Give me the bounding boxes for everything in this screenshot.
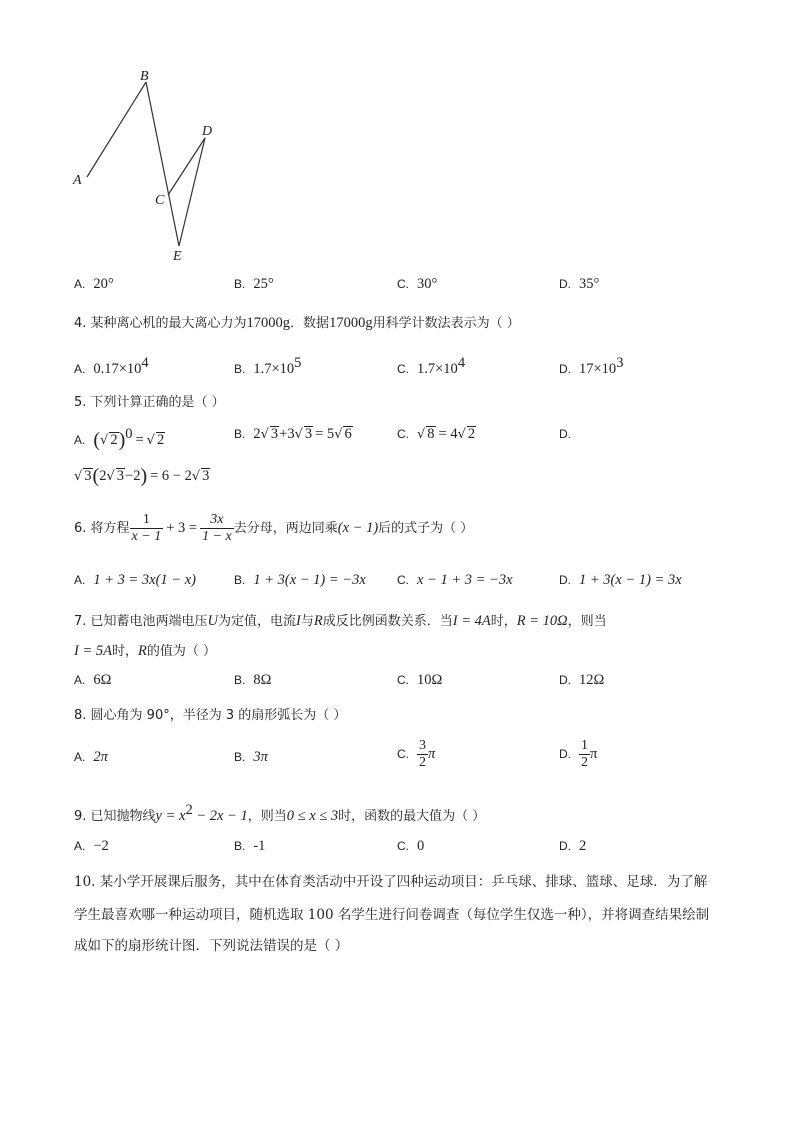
option-value: 25° [253,276,274,292]
radicand: 3 [84,468,92,484]
q9-option-d[interactable] [559,838,586,855]
q9-option-c[interactable] [397,838,424,855]
coefficient: 2 [253,426,261,442]
q6-stem-text: 6. 将方程 [74,521,130,536]
q6-stem [74,512,473,545]
q7-stem-text: ，则当 [567,614,607,629]
radicand: 3 [202,468,210,484]
q9-stem-text: 9. 已知抛物线 [74,809,156,824]
option-value: 20° [93,276,114,292]
option-label: C. [397,362,409,376]
label-D: D [202,124,213,139]
q5-option-b[interactable]: B. 2√ 3+3√ 3 = 5√ 6 [234,426,352,442]
q4-number: 17000g [246,315,291,331]
q8-stem [74,704,346,723]
option-label: B. [234,427,246,441]
label-E: E [173,249,182,264]
fraction-numerator: 3 [419,738,426,753]
radicand: 6 [344,426,352,442]
variable-I: I [296,613,301,629]
equals-term: = 5 [315,426,335,442]
q4-stem-text: 用科学计数法表示为（ ） [372,316,520,331]
q5-stem-text: 5. 下列计算正确的是（ ） [74,395,225,410]
option-label: C. [397,573,409,587]
q5-option-d[interactable] [559,426,579,442]
q7-stem-text: 为定值，电流 [218,614,297,629]
geometry-diagram [60,60,240,270]
segment-ED [179,138,205,246]
option-label: D. [559,747,571,761]
option-value: 0.17×10 [93,361,142,377]
option-value: 30° [417,276,438,292]
q6-stem-text: 后的式子为（ ） [378,521,474,536]
q6-stem-text: 去分母，两边同乘 [233,521,338,536]
radicand: 3 [270,426,279,442]
variable-R: R [313,613,323,629]
option-value: 10Ω [417,672,443,688]
q8-option-b[interactable] [234,749,268,766]
option-label: C. [397,839,409,853]
option-label: C. [397,427,409,441]
option-label: D. [559,573,571,587]
option-label: A. [74,433,86,447]
option-label: D. [559,839,571,853]
variable-R: R [138,643,147,659]
pi-symbol: π [428,746,436,762]
segment-BE [146,82,179,246]
equals-term: = 4 [438,426,458,442]
pi-symbol: π [590,746,598,762]
option-value: −2 [93,838,109,854]
equals-term: = 6 − 2 [150,468,192,484]
radicand: 2 [110,432,118,448]
q6-option-a[interactable] [74,572,196,589]
q3-option-b[interactable] [234,276,274,293]
option-label: A. [74,277,86,291]
option-label: B. [234,750,246,764]
label-B: B [140,69,149,84]
q6-factor: (x − 1) [337,520,379,536]
exponent: 4 [141,355,149,371]
label-A: A [73,173,82,188]
q7-stem-line2 [74,640,216,660]
option-value: 35° [579,276,600,292]
exponent: 0 [125,426,133,442]
radicand: 3 [116,468,125,484]
option-label: D. [559,427,571,441]
option-value: 3π [253,749,268,765]
q7-option-c[interactable] [397,672,442,689]
q10-stem-line3: 成如下的扇形统计图．下列说法错误的是（ ） [74,938,349,954]
q6-option-b[interactable] [234,572,366,589]
equals-sign: = [135,432,144,448]
option-value: 1.7×10 [253,361,295,377]
option-label: D. [559,362,571,376]
minus-term: −2 [125,468,141,484]
q9-stem [74,802,485,825]
parabola-equation: − 2x − 1 [192,808,248,824]
q4-stem-text: ．数据 [290,316,330,331]
q7-stem-text: 成反比例函数关系．当 [322,614,453,629]
q3-option-a[interactable] [74,276,114,293]
q4-stem [74,312,520,332]
fraction-denominator: 1 − x [202,529,232,544]
option-label: B. [234,573,246,587]
q4-option-b[interactable] [234,355,301,378]
q7-option-b[interactable] [234,672,271,689]
option-value: 12Ω [579,672,605,688]
option-label: A. [74,839,86,853]
q6-plus-term: + 3 = [166,520,198,536]
radicand: 2 [156,432,165,448]
option-label: B. [234,277,246,291]
parabola-equation: y = x [155,808,186,824]
q7-stem-text: 时， [111,644,138,659]
q7-stem-text: 的值为（ ） [146,644,216,659]
q8-option-d[interactable] [559,738,597,771]
q4-option-c[interactable] [397,355,465,378]
option-value: 1.7×10 [417,361,458,377]
option-value: x − 1 + 3 = −3x [417,572,513,588]
option-label: A. [74,673,86,687]
q6-option-d[interactable] [559,572,682,589]
q7-stem-line1 [74,610,607,630]
option-label: A. [74,750,86,764]
q8-stem-text: 8. 圆心角为 90°，半径为 3 的扇形弧长为（ ） [74,708,347,723]
q4-stem-text: 4. 某种离心机的最大离心力为 [74,316,247,331]
q7-stem-text: 与 [300,614,314,629]
q9-stem-text: ，则当 [247,809,287,824]
q3-option-c[interactable] [397,276,437,293]
condition-current: I = 4A [452,613,491,629]
x-range: 0 ≤ x ≤ 3 [286,808,339,824]
option-value: -1 [253,838,266,854]
option-label: D. [559,277,571,291]
option-label: B. [234,839,246,853]
option-value: 2 [579,838,587,854]
q10-stem-line1: 10. 某小学开展课后服务，其中在体育类活动中开设了四种运动项目：乒乓球、排球、篮球、足球．为了解 [74,874,708,890]
q9-option-b[interactable] [234,838,265,855]
fraction-denominator: 2 [419,755,426,770]
exponent: 2 [185,802,193,818]
q8-option-c[interactable] [397,738,435,771]
segment-DC [168,138,205,195]
q10-stem-line2: 学生最喜欢哪一种运动项目，随机选取 100 名学生进行问卷调查（每位学生仅选一种），并将调查结果绘制 [74,907,710,923]
option-value: 1 + 3 = 3x(1 − x) [93,572,196,588]
option-label: B. [234,362,246,376]
radicand: 2 [467,426,476,442]
q7-stem-text: 时， [490,614,517,629]
q7-stem-text: 7. 已知蓄电池两端电压 [74,614,208,629]
q5-option-c[interactable]: C. √ 8 = 4√ 2 [397,426,476,442]
option-label: C. [397,747,409,761]
q4-option-a[interactable] [74,355,149,378]
q7-option-a[interactable] [74,672,111,689]
q7-option-d[interactable] [559,672,604,689]
q8-option-a[interactable] [74,749,108,766]
fraction-denominator: x − 1 [131,529,162,544]
geometry-figure [60,60,240,270]
option-label: B. [234,673,246,687]
fraction-numerator: 1 [581,738,588,753]
label-C: C [155,193,165,208]
option-label: C. [397,673,409,687]
fraction-numerator: 3x [200,512,234,529]
q5-option-a[interactable]: A. (√ 2)$^0$ = √ 2 [74,426,165,451]
q9-stem-text: 时，函数的最大值为（ ） [338,809,486,824]
option-label: A. [74,573,86,587]
option-value: 1 + 3(x − 1) = 3x [579,572,682,588]
plus-term: +3 [279,426,295,442]
option-value: 1 + 3(x − 1) = −3x [253,572,366,588]
q5-option-d-expression[interactable]: √ 3(2√ 3−2) = 6 − 2√ 3 [74,465,210,487]
q4-option-d[interactable] [559,355,623,378]
option-value: 0 [417,838,425,854]
q5-stem [74,391,225,410]
option-value: 8Ω [253,672,272,688]
option-value: 2π [93,749,108,765]
option-value: 6Ω [93,672,112,688]
exponent: 4 [457,355,466,371]
option-label: D. [559,673,571,687]
radicand: 3 [304,426,313,442]
fraction-denominator: 2 [581,755,588,770]
coefficient: 2 [99,468,107,484]
variable-U: U [207,613,219,629]
segment-AB [87,82,146,177]
q6-option-c[interactable] [397,572,513,589]
q4-number: 17000g [329,315,373,331]
option-label: C. [397,277,409,291]
option-value: 17×10 [579,361,617,377]
exponent: 5 [294,355,302,371]
fraction-numerator: 1 [130,512,164,529]
condition-resistance: R = 10Ω [516,613,568,629]
q9-option-a[interactable] [74,838,109,855]
option-label: A. [74,362,86,376]
condition-current: I = 5A [74,643,112,659]
exponent: 3 [616,355,624,371]
radicand: 8 [427,426,435,442]
q3-option-d[interactable] [559,276,599,293]
